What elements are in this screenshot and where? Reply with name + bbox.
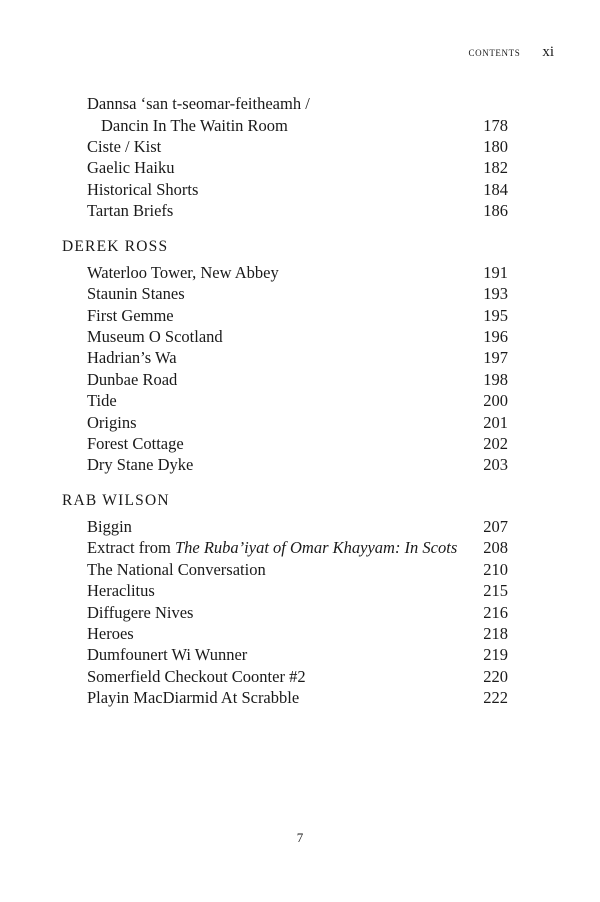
toc-entry-page: 218	[483, 624, 508, 643]
toc-entry-title: Museum O Scotland	[87, 327, 223, 346]
toc-entry-page: 207	[483, 517, 508, 536]
toc-entry	[87, 390, 508, 412]
toc-entry	[87, 559, 508, 581]
toc-entry-title: Dancin In The Waitin Room	[101, 116, 288, 135]
toc-entry-page: 208	[483, 538, 508, 557]
toc-entry-title: Heraclitus	[87, 581, 155, 600]
toc-entry-title: Somerfield Checkout Coonter #2	[87, 667, 306, 686]
toc-entry	[87, 623, 508, 645]
toc-entry-page: 222	[483, 688, 508, 707]
toc-entry-page: 203	[483, 455, 508, 474]
toc-entry-title-prefix: Extract from	[87, 538, 175, 557]
toc-entry-page: 193	[483, 284, 508, 303]
toc-entry	[87, 347, 508, 369]
toc-entry-title: Tide	[87, 391, 117, 410]
section-author-heading: RAB WILSON	[62, 492, 170, 509]
toc-entry-page: 220	[483, 667, 508, 686]
toc-entry-page: 198	[483, 370, 508, 389]
toc-entry-title: Ciste / Kist	[87, 137, 162, 156]
toc-entry-page: 178	[483, 116, 508, 135]
toc-entry	[87, 537, 508, 559]
toc-entry-page: 180	[483, 137, 508, 156]
toc-entry-title: Dumfounert Wi Wunner	[87, 645, 248, 664]
toc-entry-title: Dry Stane Dyke	[87, 455, 194, 474]
toc-entry	[87, 326, 508, 348]
toc-entry-title: Biggin	[87, 517, 132, 536]
toc-entry	[87, 179, 508, 201]
toc-entry-title: Waterloo Tower, New Abbey	[87, 263, 279, 282]
toc-entry	[87, 580, 508, 602]
toc-entry-title: The National Conversation	[87, 560, 266, 579]
toc-entry-title: Origins	[87, 413, 137, 432]
toc-entry-page: 196	[483, 327, 508, 346]
running-head-label: contents	[468, 45, 521, 59]
toc-entry-page: 201	[483, 413, 508, 432]
toc-entry-page: 195	[483, 306, 508, 325]
toc-entry	[87, 433, 508, 455]
toc-entry-title: Playin MacDiarmid At Scrabble	[87, 688, 300, 707]
toc-entry-title: Dunbae Road	[87, 370, 178, 389]
toc-entry	[87, 93, 508, 115]
toc-entry	[87, 136, 508, 158]
toc-entry-title: First Gemme	[87, 306, 174, 325]
toc-entry-page: 182	[483, 158, 508, 177]
toc-entry-page: 202	[483, 434, 508, 453]
toc-entry	[87, 157, 508, 179]
toc-entry-page: 197	[483, 348, 508, 367]
toc-entry-page: 184	[483, 180, 508, 199]
toc-entry-page: 216	[483, 603, 508, 622]
toc-entry-title-italic: The Ruba’iyat of Omar Khayyam: In Scots	[174, 538, 458, 557]
toc-entry	[87, 602, 508, 624]
toc-entry-page: 210	[483, 560, 508, 579]
toc-entry	[87, 369, 508, 391]
running-head-folio: xi	[542, 44, 554, 60]
toc-entry-page: 200	[483, 391, 508, 410]
toc-entry-title: Dannsa ‘san t-seomar-feitheamh /	[87, 94, 310, 113]
toc-entry	[87, 200, 508, 222]
toc-entry-title: Diffugere Nives	[87, 603, 194, 622]
toc-entry-page: 186	[483, 201, 508, 220]
running-head	[469, 44, 554, 61]
toc-entry	[87, 687, 508, 709]
toc-entry-title: Hadrian’s Wa	[87, 348, 177, 367]
toc-entry-page: 191	[483, 263, 508, 282]
toc-entry-title: Gaelic Haiku	[87, 158, 175, 177]
toc-entry-page: 215	[483, 581, 508, 600]
toc-entry	[87, 666, 508, 688]
toc-entry-title: Staunin Stanes	[87, 284, 185, 303]
toc-entry-title: Forest Cottage	[87, 434, 184, 453]
toc-entry	[87, 454, 508, 476]
toc-entry	[87, 644, 508, 666]
toc-entry-title: Heroes	[87, 624, 134, 643]
toc-entry	[87, 283, 508, 305]
toc-entry-title	[87, 537, 457, 559]
toc-entry	[87, 516, 508, 538]
toc-entry	[87, 115, 508, 137]
toc-entry-page: 219	[483, 645, 508, 664]
toc-entry	[87, 305, 508, 327]
section-author-heading: DEREK ROSS	[62, 238, 169, 255]
toc-entry-title: Historical Shorts	[87, 180, 199, 199]
toc-entry-title: Tartan Briefs	[87, 201, 174, 220]
toc-entry	[87, 412, 508, 434]
toc-entry	[87, 262, 508, 284]
page-number: 7	[296, 830, 304, 845]
